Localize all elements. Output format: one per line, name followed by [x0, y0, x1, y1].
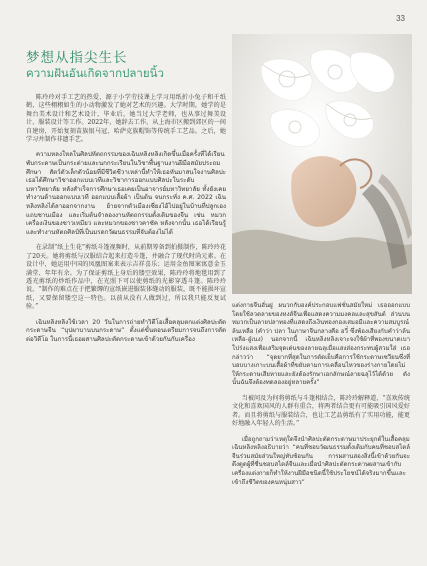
- paragraph-zh-1: 陈玲玲对手工艺的热爱，源于小学劳技课上学习用纸折小兔子和千纸鹤，这些栩栩如生的小动物激发了她对艺术的兴趣。大学时期，她学的是舞台美术设计和艺术设计，毕业后，她当过大学老师，也从事过舞美设计、服装设计等工作。2022年，她辞去工作，从上海市区搬到郊区的一间自建房，开始复刻苗族银马冠、哈萨克族帽饰等传统手工艺品。之后，她学习并制作非遗手艺。: [26, 94, 226, 144]
- paragraph-th-2-continued: แต่งกายจีนฮั่นฝู ผนวกกับองค์ประกอบแฟชั่นสมัยใหม่ เธอออกแบบโดยใช้ลวดลายของหงส์จีนเพื่อแสดงความมงคลและสุขสันต์ ส่วนบนหมวกเป็นลายปลาทองที่แสดงถึงเงินทองกองเสมอมีและความสมบูรณ์ล้นเหลือ (คำว่า ปลา ในภาษาจีนกลางคือ อวี๋ ซึ่งพ้องเสียงกับคำว่าล้นเหลือ-อู๋เนง) นอกจากนี้ เฉินหลิงหลิงเจาะจงใช้ผ้าที่พองขนาดเบาโปร่งแสงเพื่อเสริมจุดเด่นของลายฉลุเมื่อแสงส่องกระทบผู้สวมใส่ เธอกล่าวว่า “จุดยากที่สุดในการตัดเย็บคือการใช้กระดาษเซวียนซึ่งที่บอบบางเกาะบนเสื้อผ้าที่ขยับตามการเคลื่อนไหวของร่างกายโดยไม่ให้กระดาษเสียหายและยังต้องรักษาเอกลักษณ์ลายฉลุไว้ได้ด้วย ดังนั้นฉันจึงต้องทดลองอยู่หลายครั้ง”: [232, 302, 410, 387]
- article-right-column: [232, 302, 410, 494]
- paragraph-zh-2: 在录制“纸上生花”剪纸斗篷视频时，从前期筹备到拍摄制作，陈玲玲花了20天。她将剪纸与汉服结合起来打造斗篷，并融合了现代时尚元素。在设计中，她运用中国的凤凰图案来表示吉祥喜乐；运用金鱼图案寓意金玉满堂、年年有余。为了保证剪纸上身后的镂空效果，陈玲玲将地毯用到了透光剪纸的炒纸作品中，在光照下可以使剪纸的光影穿透斗篷。陈玲玲说，“制作的难点在于把繁缛的宣纸嵌进服装体缝动的服装，既不能损坏宣纸，又要保留镂空这一特色。以前从没有人做到过，所以我只能反复试验。”: [26, 244, 226, 311]
- article-left-column: [26, 94, 226, 351]
- paragraph-th-1: ความหลงใหลในศิลปหัตถกรรมของเฉินหลิงหลิงเกิดขึ้นเมื่อครั้งที่ได้เรียนพับกระดาษเป็นกระต่ายและนกกระเรียนในวิชาพื้นฐานงานฝีมือสมัยประถมศึกษา สัตว์ตัวเล็กตัวน้อยที่มีชีวิตชีวาเหล่านี้ทำให้เธอหันมาสนใจงานศิลปะ เธอได้ศึกษาวิชาออกแบบเวทีและวิชาการออกแบบศิลปะในระดับมหาวิทยาลัย หลังสำเร็จการศึกษาเธอเคยเป็นอาจารย์มหาวิทยาลัย ทั้งยังเคยทำงานด้านออกแบบเวที ออกแบบเสื้อผ้า เป็นต้น จนกระทั่ง ค.ศ. 2022 เฉินหลิงหลิงได้ลาออกจากงาน ย้ายจากตัวเมืองเซี่ยงไฮ้ไปอยู่ในบ้านที่ปลูกเองแถบชานเมือง และเริ่มต้นจำลองงานหัตถกรรมดั้งเดิมของจีน เช่น หมวกเครื่องเงินของชาวเหมียว และหมวกของชาวคาซัค หลังจากนั้น เธอได้เรียนรู้และทำงานหัตถศิลป์ที่เป็นมรดกวัฒนธรรมที่จับต้องไม่ได้: [26, 151, 226, 236]
- article-title-zh: 梦想从指尖生长: [26, 50, 128, 66]
- article-title-th: ความฝันอันเกิดจากปลายนิ้ว: [26, 66, 164, 80]
- paragraph-th-2: เฉินหลิงหลิงใช้เวลา 20 วันในการถ่ายทำวิดีโอเสื้อคลุมตกแต่งศิลปะตัดกระดาษจีน “บุปผาบานบนกระดาษ” ตั้งแต่ขั้นตอนเตรียมการจนถึงการตัดต่อวิดีโอ ในการนี้เธอผสานศิลปะตัดกระดาษเข้าด้วยกันกับเครื่อง: [26, 318, 226, 343]
- paper-cut-photo: [232, 34, 412, 294]
- paper-cut-illustration: [232, 34, 412, 294]
- paragraph-th-3: เมื่อถูกถามว่าเหตุใดจึงนำศิลปะตัดกระดาษมาประยุกต์ในเสื้อคลุม เฉินหลิงหลิงอธิบายว่า “คนที่ชอบวัฒนธรรมดั้งเดิมกับคนที่ชอบสไตล์จีนร่วมสมัยส่วนใหญ่ทับซ้อนกัน การผสานสองสิ่งนี้เข้าด้วยกันจะดึงดูดผู้ที่ชื่นชอบสไตล์จีนและเมื่อนำศิลปะตัดกระดาษผสานเข้ากับเครื่องแต่งกายก็ทำให้งานฝีมือชนิดนี้ใช้ประโยชน์ได้จริงมากขึ้นและเข้าถึงชีวิตของคนหนุ่มสาว”: [232, 435, 410, 486]
- page-number: 33: [396, 14, 405, 23]
- paragraph-zh-3: 当被问及为何将剪纸与斗篷相结合，陈玲玲解释道，“喜欢传统文化和喜欢国风的人群有重合，将两者结合更有可能吸引国风爱好者。而且将剪纸与服装结合，也让工艺品剪纸有了实用功能，能更好地融入年轻人的生活。”: [232, 394, 410, 428]
